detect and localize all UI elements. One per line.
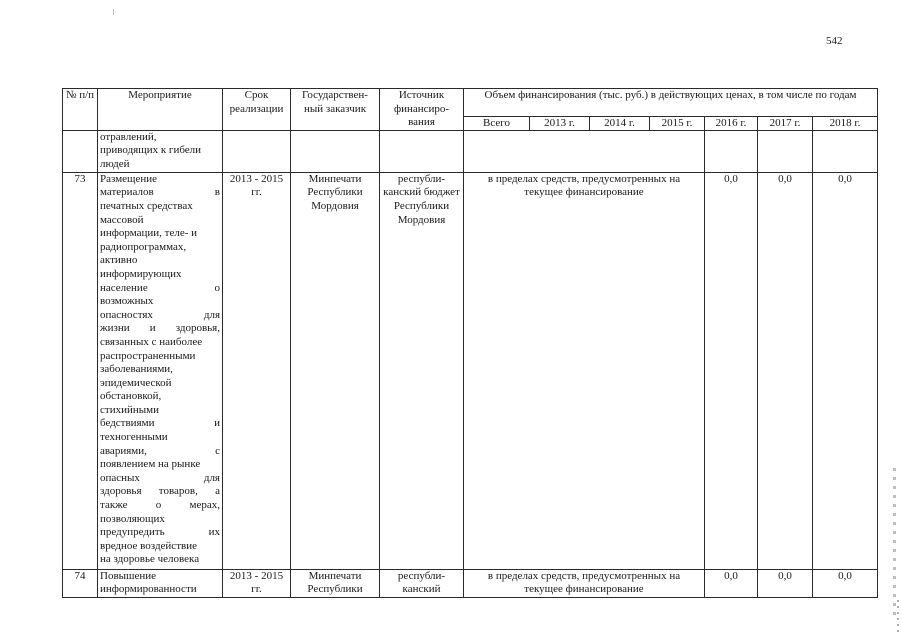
header-total: Всего <box>464 117 530 131</box>
header-term: Срок реализации <box>223 89 291 131</box>
measure-line: информированности <box>100 583 197 596</box>
cell-funding-note: в пределах средств, предусмотренных на текущее финансирование <box>464 569 705 597</box>
cell-2018 <box>813 130 878 172</box>
cell-measure <box>98 172 223 569</box>
measure-line: связанных с наиболее <box>100 335 203 348</box>
header-year-2018: 2018 г. <box>813 117 878 131</box>
cell-2016: 0,0 <box>705 172 758 569</box>
measure-line: здоровья товаров, а <box>100 485 220 498</box>
cell-source: республи-канский <box>380 569 464 597</box>
measure-line: техногенными <box>100 431 168 444</box>
cell-2018: 0,0 <box>813 172 878 569</box>
measure-line: активно <box>100 254 138 267</box>
header-year-2016: 2016 г. <box>705 117 758 131</box>
page-number: 542 <box>826 35 843 47</box>
header-source: Источник финансиро-вания <box>380 89 464 131</box>
table-row-continuation <box>63 130 878 172</box>
cell-customer: Минпечати Республики Мордовия <box>291 172 380 569</box>
measure-line: появлением на рынке <box>100 458 201 471</box>
header-year-2015: 2015 г. <box>650 117 705 131</box>
measure-line: материалов в <box>100 186 220 199</box>
cell-source <box>380 130 464 172</box>
measure-line: авариями, с <box>100 444 220 457</box>
cell-2016 <box>705 130 758 172</box>
header-year-2013: 2013 г. <box>530 117 590 131</box>
measure-line: людей <box>100 157 130 170</box>
measure-line: Повышение <box>100 569 157 582</box>
table-row-74 <box>63 569 878 597</box>
cell-measure <box>98 569 223 597</box>
cell-term: 2013 - 2015 гг. <box>223 569 291 597</box>
measure-line: стихийными <box>100 403 159 416</box>
cell-funding-note <box>464 130 705 172</box>
header-year-2014: 2014 г. <box>590 117 650 131</box>
measure-line: опасных для <box>100 471 220 484</box>
measure-line: позволяющих <box>100 512 165 525</box>
measure-line: бедствиями и <box>100 417 220 430</box>
header-funding-title: Объем финансирования (тыс. руб.) в действующих ценах, в том числе по годам <box>464 89 878 117</box>
cell-num: 73 <box>63 172 98 569</box>
cell-num: 74 <box>63 569 98 597</box>
measure-line: приводящих к гибели <box>100 144 202 157</box>
measure-line: обстановкой, <box>100 390 162 403</box>
cell-measure-continuation <box>98 130 223 172</box>
scan-edge-artifact-2 <box>897 600 899 634</box>
header-year-2017: 2017 г. <box>758 117 813 131</box>
program-activities-table <box>62 88 878 598</box>
scan-artifact-mark <box>113 9 114 15</box>
measure-line: опасностях для <box>100 308 220 321</box>
cell-2017: 0,0 <box>758 569 813 597</box>
cell-funding-note: в пределах средств, предусмотренных на текущее финансирование <box>464 172 705 569</box>
measure-line: Размещение <box>100 172 158 185</box>
cell-customer <box>291 130 380 172</box>
measure-line: массовой <box>100 213 144 226</box>
table-row-73 <box>63 172 878 569</box>
cell-2018: 0,0 <box>813 569 878 597</box>
measure-line: эпидемической <box>100 376 172 389</box>
measure-line: возможных <box>100 295 154 308</box>
measure-line: также о мерах, <box>100 499 220 512</box>
measure-line: на здоровье человека <box>100 553 200 566</box>
scan-edge-artifact <box>893 468 896 616</box>
measure-line: вредное воздействие <box>100 539 197 552</box>
cell-num <box>63 130 98 172</box>
cell-customer: Минпечати Республики <box>291 569 380 597</box>
cell-source: республи-канский бюджет Республики Мордовия <box>380 172 464 569</box>
measure-line: распространенными <box>100 349 196 362</box>
header-customer: Государствен-ный заказчик <box>291 89 380 131</box>
header-num: № п/п <box>63 89 98 131</box>
measure-line: информации, теле- и <box>100 227 198 240</box>
cell-2017: 0,0 <box>758 172 813 569</box>
measure-line: радиопрограммах, <box>100 240 187 253</box>
measure-line: население о <box>100 281 220 294</box>
measure-line: жизни и здоровья, <box>100 322 220 335</box>
cell-term: 2013 - 2015 гг. <box>223 172 291 569</box>
measure-line: печатных средствах <box>100 199 193 212</box>
measure-line: отравлений, <box>100 130 157 143</box>
cell-2016: 0,0 <box>705 569 758 597</box>
cell-2017 <box>758 130 813 172</box>
measure-line: заболеваниями, <box>100 363 173 376</box>
measure-line: предупредить их <box>100 526 220 539</box>
measure-line: информирующих <box>100 267 182 280</box>
cell-term <box>223 130 291 172</box>
header-measure: Мероприятие <box>98 89 223 131</box>
